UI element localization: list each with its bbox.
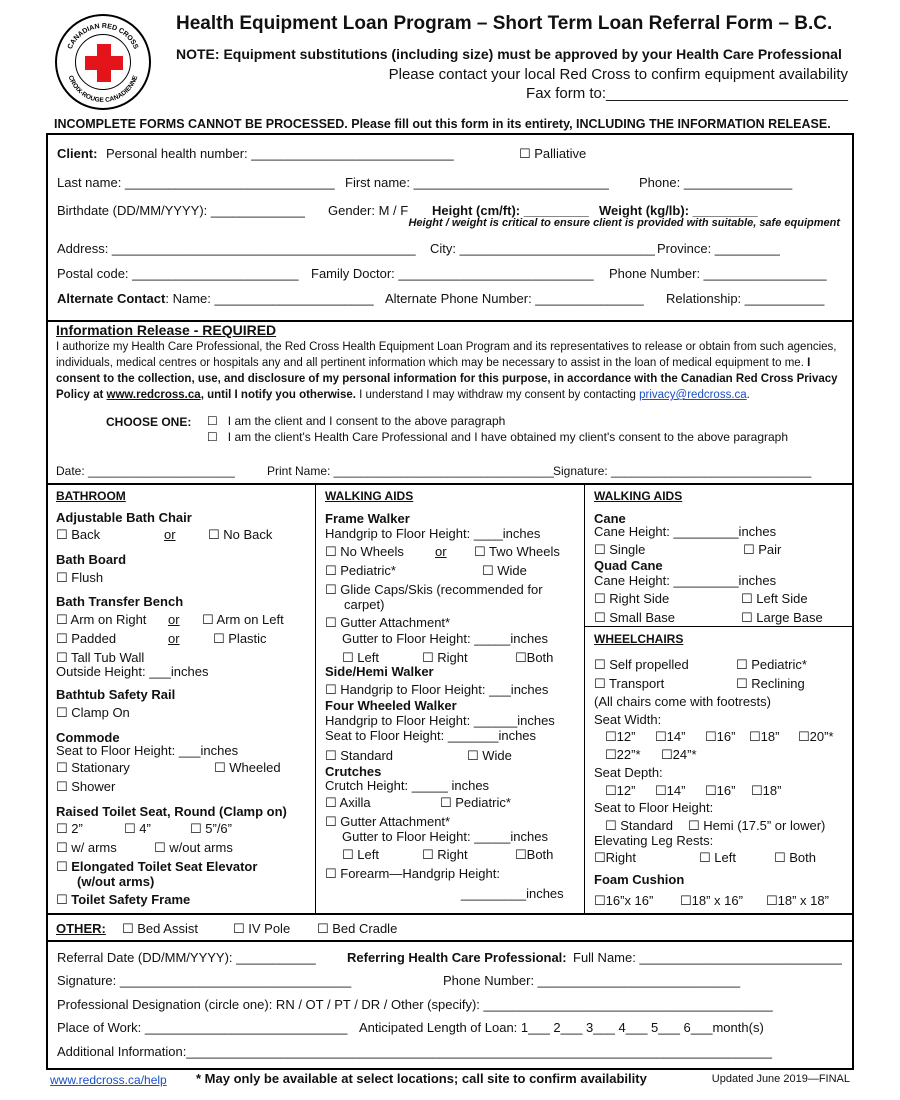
release-paragraph xyxy=(56,339,846,403)
depth-16-checkbox[interactable]: ☐16” xyxy=(705,783,736,798)
seat-depth-label: Seat Depth: xyxy=(594,765,663,780)
wheelchairs-heading: WHEELCHAIRS xyxy=(594,632,684,646)
pair-cane-checkbox[interactable]: ☐ Pair xyxy=(743,542,782,557)
consent-option-professional-label: I am the client's Health Care Professional and I have obtained my client's consent to the above paragraph xyxy=(227,430,789,444)
col-divider-1 xyxy=(315,484,316,913)
seat-2in-checkbox[interactable]: ☐ 2” xyxy=(56,821,83,836)
gutter-left-checkbox[interactable]: ☐ Left xyxy=(342,650,379,665)
logo-ring-text xyxy=(55,14,151,110)
crutch-left-checkbox[interactable]: ☐ Left xyxy=(342,847,379,862)
bath-chair-heading: Adjustable Bath Chair xyxy=(56,510,192,525)
checkbox-icon[interactable]: ☐ xyxy=(207,414,218,428)
crutches-heading: Crutches xyxy=(325,764,382,779)
leg-both-checkbox[interactable]: ☐ Both xyxy=(774,850,817,865)
seat-5-6in-checkbox[interactable]: ☐ 5”/6” xyxy=(190,821,232,836)
leg-rests-label: Elevating Leg Rests: xyxy=(594,833,714,848)
standard-height-checkbox[interactable]: ☐ Standard xyxy=(605,818,674,833)
release-signature-field[interactable]: Signature: ______________________________ xyxy=(553,464,812,478)
footrests-note: (All chairs come with footrests) xyxy=(594,694,771,709)
additional-info-field[interactable]: Additional Information:_________________________________________________________________________________ xyxy=(57,1044,772,1059)
availability-note: * May only be available at select locations; call site to confirm availability xyxy=(196,1071,647,1086)
phn-field[interactable]: Personal health number: ____________________________ xyxy=(106,146,454,161)
two-wheels-checkbox[interactable]: ☐ Two Wheels xyxy=(474,544,560,559)
chair-seat-floor-label: Seat to Floor Height: xyxy=(594,800,714,815)
hemi-height-checkbox[interactable]: ☐ Hemi (17.5” or lower) xyxy=(688,818,826,833)
shower-checkbox[interactable]: ☐ Shower xyxy=(56,779,116,794)
depth-18-checkbox[interactable]: ☐18” xyxy=(751,783,782,798)
transfer-bench-heading: Bath Transfer Bench xyxy=(56,594,184,609)
gutter-both-checkbox[interactable]: ☐Both xyxy=(515,650,554,665)
bath-board-heading: Bath Board xyxy=(56,552,127,567)
width-18-checkbox[interactable]: ☐18” xyxy=(749,729,780,744)
cane-heading: Cane xyxy=(594,511,626,526)
frame-walker-heading: Frame Walker xyxy=(325,511,410,526)
wheeled-checkbox[interactable]: ☐ Wheeled xyxy=(214,760,281,775)
without-arms-checkbox[interactable]: ☐ w/out arms xyxy=(154,840,233,855)
crutch-gutter-height-field[interactable]: Gutter to Floor Height: _____inches xyxy=(342,829,548,844)
bathroom-heading: BATHROOM xyxy=(56,489,126,503)
width-12-checkbox[interactable]: ☐12” xyxy=(605,729,636,744)
release-print-name-field[interactable]: Print Name: _________________________________ xyxy=(267,464,554,478)
gutter-right-checkbox[interactable]: ☐ Right xyxy=(422,650,468,665)
small-base-checkbox[interactable]: ☐ Small Base xyxy=(594,610,676,625)
raised-toilet-heading: Raised Toilet Seat, Round (Clamp on) xyxy=(56,804,287,819)
plastic-checkbox[interactable]: ☐ Plastic xyxy=(213,631,267,646)
release-withdraw-text: I understand I may withdraw my consent by contacting xyxy=(355,389,640,401)
wide-four-checkbox[interactable]: ☐ Wide xyxy=(467,748,512,763)
forearm-checkbox[interactable]: ☐ Forearm—Handgrip Height: xyxy=(325,866,500,881)
depth-14-checkbox[interactable]: ☐14” xyxy=(655,783,686,798)
commode-heading: Commode xyxy=(56,730,120,745)
or-text: or xyxy=(435,544,447,559)
flush-checkbox[interactable]: ☐ Flush xyxy=(56,570,104,585)
width-22-checkbox[interactable]: ☐22”* xyxy=(605,747,641,762)
checkbox-icon[interactable]: ☐ xyxy=(207,430,218,444)
form-title: Health Equipment Loan Program – Short Term Loan Referral Form – B.C. xyxy=(176,13,833,34)
transport-checkbox[interactable]: ☐ Transport xyxy=(594,676,665,691)
seat-4in-checkbox[interactable]: ☐ 4” xyxy=(124,821,151,836)
or-text: or xyxy=(164,527,176,542)
bed-cradle-checkbox[interactable]: ☐ Bed Cradle xyxy=(317,921,398,936)
toilet-frame-checkbox[interactable]: ☐ Toilet Safety Frame xyxy=(56,892,191,907)
divider-release xyxy=(46,483,854,485)
leg-right-checkbox[interactable]: ☐Right xyxy=(594,850,637,865)
single-cane-checkbox[interactable]: ☐ Single xyxy=(594,542,646,557)
family-doctor-field[interactable]: Family Doctor: ___________________________ xyxy=(311,266,594,281)
four-handgrip-field[interactable]: Handgrip to Floor Height: ______inches xyxy=(325,713,555,728)
width-24-checkbox[interactable]: ☐24”* xyxy=(661,747,697,762)
back-checkbox[interactable]: ☐ Back xyxy=(56,527,101,542)
four-wheeled-heading: Four Wheeled Walker xyxy=(325,698,457,713)
leg-left-checkbox[interactable]: ☐ Left xyxy=(699,850,736,865)
address-field[interactable]: Address: __________________________________________ xyxy=(57,241,416,256)
other-label: OTHER: xyxy=(56,921,106,936)
release-consent-text-end: , until I notify you otherwise. xyxy=(200,389,356,401)
professional-phone-field[interactable]: Phone Number: ____________________________ xyxy=(443,973,741,988)
last-name-field[interactable]: Last name: _____________________________ xyxy=(57,175,335,190)
glide-caps-note: carpet) xyxy=(344,597,385,612)
stationary-checkbox[interactable]: ☐ Stationary xyxy=(56,760,130,775)
privacy-email-link[interactable]: privacy@redcross.ca xyxy=(639,389,747,401)
choose-one-label: CHOOSE ONE: xyxy=(106,415,192,429)
fax-field[interactable]: Fax form to:_____________________________ xyxy=(526,85,848,102)
contact-note: Please contact your local Red Cross to confirm equipment availability xyxy=(388,66,848,83)
privacy-policy-link[interactable]: www.redcross.ca xyxy=(106,389,201,401)
red-cross-logo xyxy=(55,14,151,110)
birthdate-field[interactable]: Birthdate (DD/MM/YYYY): _____________ xyxy=(57,203,305,218)
province-field[interactable]: Province: _________ xyxy=(657,241,780,256)
divider-other xyxy=(46,940,854,942)
consent-option-client[interactable] xyxy=(207,414,505,428)
city-field[interactable]: City: ___________________________ xyxy=(430,241,655,256)
frame-handgrip-field[interactable]: Handgrip to Floor Height: ____inches xyxy=(325,526,541,541)
crutch-both-checkbox[interactable]: ☐Both xyxy=(515,847,554,862)
place-of-work-field[interactable]: Place of Work: ____________________________ xyxy=(57,1020,348,1035)
release-heading: Information Release - REQUIRED xyxy=(56,322,277,338)
release-consent-text: I consent to the collection, use, and disclosure of my personal information for this purpose, in accordance with the Canadian Red Cross Privacy Policy at xyxy=(56,357,838,401)
seat-width-label: Seat Width: xyxy=(594,712,662,727)
phone-field[interactable]: Phone: _______________ xyxy=(639,175,793,190)
arm-right-checkbox[interactable]: ☐ Arm on Right xyxy=(56,612,147,627)
width-20-checkbox[interactable]: ☐20”* xyxy=(798,729,834,744)
crutch-right-checkbox[interactable]: ☐ Right xyxy=(422,847,468,862)
release-text: I authorize my Health Care Professional, the Red Cross Health Equipment Loan Program and its representatives to release or obtain from such agencies, individuals, medical centres or hospitals any and all pertinent information which may be necessary to assist in the loan of medical equipment to me. xyxy=(56,341,837,369)
padded-checkbox[interactable]: ☐ Padded xyxy=(56,631,117,646)
quad-height-field[interactable]: Cane Height: _________inches xyxy=(594,573,777,588)
release-period: . xyxy=(746,389,750,401)
arm-left-checkbox[interactable]: ☐ Arm on Left xyxy=(202,612,284,627)
first-name-field[interactable]: First name: ___________________________ xyxy=(345,175,609,190)
bed-assist-checkbox[interactable]: ☐ Bed Assist xyxy=(122,921,198,936)
walking-aids-heading-2: WALKING AIDS xyxy=(594,489,683,503)
release-date-field[interactable]: Date: ______________________ xyxy=(56,464,235,478)
professional-name-field[interactable]: Full Name: ____________________________ xyxy=(573,950,842,965)
divider-wheelchairs xyxy=(585,626,854,627)
reclining-checkbox[interactable]: ☐ Reclining xyxy=(736,676,805,691)
client-label: Client: xyxy=(57,146,98,161)
alternate-name-field[interactable]: : Name: ______________________ xyxy=(165,291,374,306)
crutch-gutter-checkbox[interactable]: ☐ Gutter Attachment* xyxy=(325,814,451,829)
left-side-checkbox[interactable]: ☐ Left Side xyxy=(741,591,808,606)
consent-option-client-label: I am the client and I consent to the above paragraph xyxy=(227,414,506,428)
cushion-18x18-checkbox[interactable]: ☐18” x 18” xyxy=(766,893,829,908)
no-wheels-checkbox[interactable]: ☐ No Wheels xyxy=(325,544,404,559)
commode-height-field[interactable]: Seat to Floor Height: ___inches xyxy=(56,743,239,758)
referral-date-field[interactable]: Referral Date (DD/MM/YYYY): ___________ xyxy=(57,950,316,965)
pediatric-crutch-checkbox[interactable]: ☐ Pediatric* xyxy=(440,795,511,810)
referring-professional-label: Referring Health Care Professional: xyxy=(347,950,567,965)
pediatric-walker-checkbox[interactable]: ☐ Pediatric* xyxy=(325,563,396,578)
gutter-height-field[interactable]: Gutter to Floor Height: _____inches xyxy=(342,631,548,646)
col-divider-2 xyxy=(584,484,585,913)
depth-12-checkbox[interactable]: ☐12” xyxy=(605,783,636,798)
or-text: or xyxy=(168,612,180,627)
iv-pole-checkbox[interactable]: ☐ IV Pole xyxy=(233,921,291,936)
wide-walker-checkbox[interactable]: ☐ Wide xyxy=(482,563,527,578)
svg-text:CANADIAN RED CROSS: CANADIAN RED CROSS xyxy=(66,22,140,51)
pediatric-chair-checkbox[interactable]: ☐ Pediatric* xyxy=(736,657,807,672)
alternate-contact-row xyxy=(57,291,374,306)
cushion-18x16-checkbox[interactable]: ☐18” x 16” xyxy=(680,893,743,908)
right-side-checkbox[interactable]: ☐ Right Side xyxy=(594,591,670,606)
cane-height-field[interactable]: Cane Height: _________inches xyxy=(594,524,777,539)
relationship-field[interactable]: Relationship: ___________ xyxy=(666,291,825,306)
doctor-phone-field[interactable]: Phone Number: _________________ xyxy=(609,266,827,281)
alternate-phone-field[interactable]: Alternate Phone Number: _______________ xyxy=(385,291,644,306)
svg-text:CROIX-ROUGE CANADIENNE: CROIX-ROUGE CANADIENNE xyxy=(66,74,140,105)
substitution-note: NOTE: Equipment substitutions (including size) must be approved by your Health Care Professional xyxy=(176,46,842,62)
four-seat-height-field[interactable]: Seat to Floor Height: _______inches xyxy=(325,728,537,743)
clamp-on-checkbox[interactable]: ☐ Clamp On xyxy=(56,705,130,720)
large-base-checkbox[interactable]: ☐ Large Base xyxy=(741,610,823,625)
axilla-checkbox[interactable]: ☐ Axilla xyxy=(325,795,371,810)
gender-field[interactable]: Gender: M / F xyxy=(328,203,409,218)
safety-rail-heading: Bathtub Safety Rail xyxy=(56,687,176,702)
width-14-checkbox[interactable]: ☐14” xyxy=(655,729,686,744)
updated-date: Updated June 2019—FINAL xyxy=(711,1073,850,1085)
weight-field[interactable]: Weight (kg/lb): _________ xyxy=(599,203,758,218)
side-walker-heading: Side/Hemi Walker xyxy=(325,664,434,679)
outside-height-field[interactable]: Outside Height: ___inches xyxy=(56,664,209,679)
glide-caps-checkbox[interactable]: ☐ Glide Caps/Skis (recommended for xyxy=(325,582,543,597)
help-link[interactable]: www.redcross.ca/help xyxy=(50,1073,167,1087)
palliative-checkbox[interactable]: ☐ Palliative xyxy=(519,146,587,161)
postal-code-field[interactable]: Postal code: _______________________ xyxy=(57,266,299,281)
crutch-height-field[interactable]: Crutch Height: _____ inches xyxy=(325,778,490,793)
quad-cane-heading: Quad Cane xyxy=(594,558,663,573)
foam-cushion-heading: Foam Cushion xyxy=(594,872,685,887)
loan-length-field[interactable]: Anticipated Length of Loan: 1___ 2___ 3___ 4___ 5___ 6___month(s) xyxy=(359,1020,764,1035)
alternate-contact-label: Alternate Contact xyxy=(57,291,166,306)
elongated-seat-checkbox[interactable]: ☐ Elongated Toilet Seat Elevator xyxy=(56,859,258,874)
standard-walker-checkbox[interactable]: ☐ Standard xyxy=(325,748,394,763)
designation-field[interactable]: Professional Designation (circle one): RN / OT / PT / DR / Other (specify): ________________________________________ xyxy=(57,997,773,1012)
walking-aids-heading: WALKING AIDS xyxy=(325,489,414,503)
height-field[interactable]: Height (cm/ft): _________ xyxy=(432,203,589,218)
divider-equipment xyxy=(46,913,854,915)
or-text: or xyxy=(168,631,180,646)
consent-option-professional[interactable] xyxy=(207,430,788,444)
no-back-checkbox[interactable]: ☐ No Back xyxy=(208,527,273,542)
gutter-attachment-checkbox[interactable]: ☐ Gutter Attachment* xyxy=(325,615,451,630)
elongated-seat-note: (w/out arms) xyxy=(77,874,155,889)
self-propelled-checkbox[interactable]: ☐ Self propelled xyxy=(594,657,689,672)
forearm-height-field[interactable]: _________inches xyxy=(461,886,564,901)
side-handgrip-field[interactable]: ☐ Handgrip to Floor Height: ___inches xyxy=(325,682,549,697)
professional-signature-field[interactable]: Signature: ________________________________ xyxy=(57,973,352,988)
height-weight-note: Height / weight is critical to ensure client is provided with suitable, safe equipment xyxy=(408,217,840,229)
width-16-checkbox[interactable]: ☐16” xyxy=(705,729,736,744)
cushion-16x16-checkbox[interactable]: ☐16”x 16” xyxy=(594,893,654,908)
with-arms-checkbox[interactable]: ☐ w/ arms xyxy=(56,840,117,855)
incomplete-warning: INCOMPLETE FORMS CANNOT BE PROCESSED. Please fill out this form in its entirety, INCLUDING THE INFORMATION RELEASE. xyxy=(54,117,831,131)
tall-tub-checkbox[interactable]: ☐ Tall Tub Wall xyxy=(56,650,145,665)
